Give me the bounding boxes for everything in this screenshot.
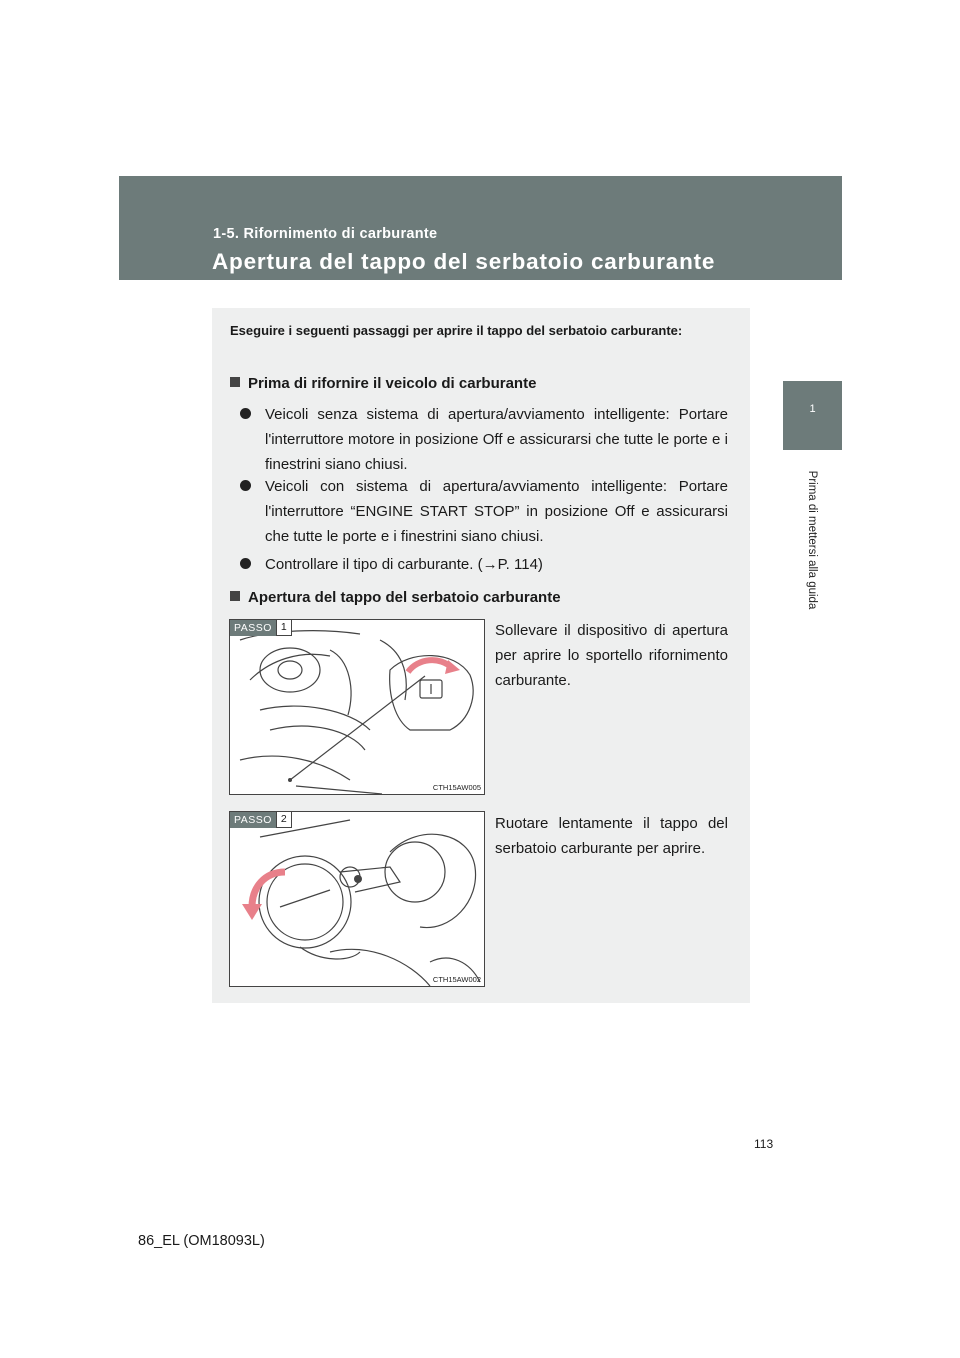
step-2-figure	[229, 811, 485, 987]
section-label: 1-5. Rifornimento di carburante	[213, 226, 438, 242]
figure-code: CTH15AW005	[432, 783, 481, 792]
fuel-door-opener-illustration	[230, 620, 484, 794]
step-badge: PASSO 1	[230, 620, 292, 636]
chapter-side-title: Prima di mettersi alla guida	[806, 470, 818, 610]
content-box: Eseguire i seguenti passaggi per aprire il tappo del serbatoio carburante: Prima di rifornire il veicolo di carburante Veicoli senza sistema di apertura/avviamento intelligente: Portare l'interruttore motore in posizione Off e assicurarsi che tutte le porte e i finestrini siano chiusi. Veicoli con sistema di apertura/avviamento intelligente: Portare l'interruttore “ENGINE START STOP” in posizione Off e assicurarsi che tutte le porte e i finestrini siano chiusi. Controllare il tipo di carburante. (→P. 114) Apertura del tappo del serbatoio carburante PASSO 1 CTH15AW005 Sollevare il dispositivo di apertura per aprire lo sportello rifornimento carburante. PASSO 2 CTH15AW002 Ruotare lentamente il tappo del serbatoio carburante per aprire.	[212, 308, 750, 1003]
section-heading-open-cap: Apertura del tappo del serbatoio carburante	[230, 589, 561, 606]
section-heading-before-refuel: Prima di rifornire il veicolo di carburante	[230, 375, 536, 392]
intro-text: Eseguire i seguenti passaggi per aprire il tappo del serbatoio carburante:	[230, 323, 683, 338]
round-bullet-icon	[240, 480, 251, 491]
square-bullet-icon	[230, 377, 240, 387]
figure-code: CTH15AW002	[432, 975, 481, 984]
step-badge: PASSO 2	[230, 812, 292, 828]
chapter-number: 1	[809, 403, 816, 415]
page-title: Apertura del tappo del serbatoio carburante	[212, 249, 716, 274]
round-bullet-icon	[240, 408, 251, 419]
step-2-text: Ruotare lentamente il tappo del serbatoio carburante per aprire.	[495, 815, 728, 857]
square-bullet-icon	[230, 591, 240, 601]
page-number: 113	[754, 1137, 774, 1151]
step-1-text: Sollevare il dispositivo di apertura per aprire lo sportello rifornimento carburante.	[495, 622, 728, 689]
document-code: 86_EL (OM18093L)	[138, 1233, 265, 1249]
chapter-tab	[783, 381, 842, 450]
fuel-cap-illustration	[230, 812, 484, 986]
round-bullet-icon	[240, 558, 251, 569]
step-1-figure	[229, 619, 485, 795]
